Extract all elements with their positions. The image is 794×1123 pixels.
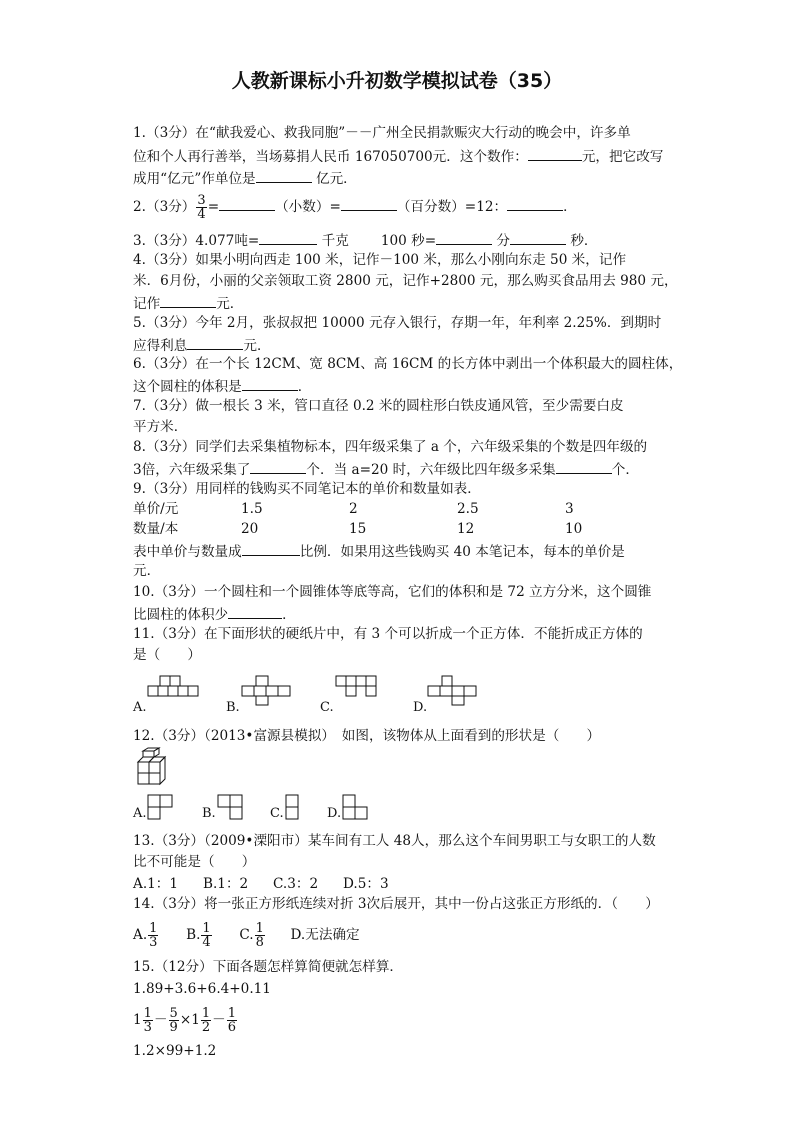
q11-option-c-label[interactable]: C. [320,700,334,715]
q5-line1: 5.（3分）今年 2月，张叔叔把 10000 元存入银行，存期一年，年利率 2.25%．到期时 [133,315,662,331]
q15-line1: 15.（12分）下面各题怎样算简便就怎样算． [133,959,404,975]
q9-price-cell: 3 [565,501,574,517]
q2-blank3[interactable] [507,196,563,211]
q8-line1: 8.（3分）同学们去采集植物标本，四年级采集了 a 个，六年级采集的个数是四年级的 [133,439,648,455]
q4-line1: 4.（3分）如果小明向西走 100 米，记作－100 米，那么小刚向东走 50 米，记作 [133,252,627,268]
q9-qty-cell: 12 [457,521,475,537]
q13-line1: 13.（3分）（2009•溧阳市）某车间有工人 48人，那么这个车间男职工与女职工的人数 [133,833,656,849]
q1-line3: 成用“亿元”作单位是 亿元． [133,168,357,188]
q1-line1: 1.（3分）在“献我爱心、救我同胞”－－广州全民捐款赈灾大行动的晚会中，许多单 [133,125,631,141]
q13-option-a[interactable]: A.1：1 [133,876,179,892]
q9-line4: 表中单价与数量成 比例．如果用这些钱购买 40 本笔记本，每本的单价是 [133,541,625,561]
q11-line1: 11.（3分）在下面形状的硬纸片中，有 3 个可以折成一个正方体．不能折成正方体的 [133,626,643,642]
q15-expression-3: 1.2×99+1.2 [133,1043,217,1059]
q3-line: 3.（3分）4.077吨= 千克 100 秒= 分 秒． [133,230,598,250]
q14-option-a[interactable]: A. $\frac{1}{3}$ [133,921,158,950]
q11-option-d-label[interactable]: D. [413,700,428,715]
q4-blank[interactable] [160,293,216,308]
q7-line1: 7.（3分）做一根长 3 米，管口直径 0.2 米的圆柱形白铁皮通风管，至少需要白皮 [133,398,624,414]
q13-line2: 比不可能是（ ） [133,854,256,870]
q12-line1: 12.（3分）（2013•富源县模拟） 如图，该物体从上面看到的形状是（ ） [133,728,601,744]
q14-line1: 14.（3分）将一张正方形纸连续对折 3次后展开，其中一份占这张正方形纸的．（ ） [133,896,659,912]
q9-line1: 9.（3分）用同样的钱购买不同笔记本的单价和数量如表． [133,481,481,497]
q2-fraction: $\frac{3}{4}$ [197,193,206,222]
q9-price-cell: 2 [349,501,358,517]
q6-line2: 这个圆柱的体积是 ． [133,376,311,396]
q9-line5: 元． [133,563,161,579]
q9-qty-cell: 20 [241,521,259,537]
q14-option-d[interactable]: D.无法确定 [290,927,360,943]
q13-option-d[interactable]: D.5：3 [343,876,389,892]
q4-line2: 米．6月份，小丽的父亲领取工资 2800 元，记作+2800 元，那么购买食品用去 980 元， [133,273,678,289]
q12-cube-stack-figure [133,748,173,786]
page-title: 人教新课标小升初数学模拟试卷（35） [231,70,563,92]
q12-view-a-figure [148,795,178,821]
q1-blank1[interactable] [528,146,582,161]
q3-blank2[interactable] [436,230,492,245]
q10-blank[interactable] [228,604,282,619]
q9-price-cell: 1.5 [241,501,263,517]
q2-blank2[interactable] [341,196,397,211]
q11-option-b-label[interactable]: B. [226,700,240,715]
q11-net-a-figure [148,676,202,706]
q12-view-c-figure [286,795,306,821]
q12-option-d-label[interactable]: D. [327,806,342,821]
q8-line2: 3倍，六年级采集了 个．当 a=20 时，六年级比四年级多采集 个． [133,459,639,479]
q5-blank[interactable] [187,335,243,350]
q2-blank1[interactable] [219,196,275,211]
q9-qty-cell: 10 [565,521,583,537]
q11-net-d-figure [428,676,482,706]
q11-net-c-figure [336,676,390,706]
q9-row1-label: 单价/元 [133,501,179,517]
q13-option-b[interactable]: B.1：2 [203,876,249,892]
q6-blank[interactable] [242,376,298,391]
q11-option-a-label[interactable]: A. [133,700,147,715]
q9-qty-cell: 15 [349,521,367,537]
q9-price-cell: 2.5 [457,501,479,517]
q2-line: 2.（3分） $\frac{3}{4}$ = （小数）= （百分数）=12： ． [133,193,577,222]
q1-blank2[interactable] [256,168,312,183]
q3-blank1[interactable] [259,230,317,245]
q6-line1: 6.（3分）在一个长 12CM、宽 8CM、高 16CM 的长方体中剥出一个体积最大的圆柱体， [133,356,683,372]
q3-blank3[interactable] [510,230,566,245]
q15-expression-1: 1.89+3.6+6.4+0.11 [133,981,271,997]
q9-row2-label: 数量/本 [133,521,179,537]
q14-options [133,922,360,949]
q4-line3: 记作 元． [133,293,243,313]
q8-blank2[interactable] [556,459,612,474]
q10-line1: 10.（3分）一个圆柱和一个圆锥体等底等高，它们的体积和是 72 立方分米，这个圆锥 [133,584,652,600]
q9-blank[interactable] [242,541,300,556]
q14-option-c[interactable]: C. $\frac{1}{8}$ [239,921,264,950]
q7-line2: 平方米． [133,419,188,435]
q14-option-b[interactable]: B. $\frac{1}{4}$ [186,921,211,950]
q15-expression-2: 1 $\frac{1}{3}$ － $\frac{5}{9}$ ×1 $\frac{1}{2}$ － $\frac{1}{6}$ [133,1006,237,1035]
q12-view-b-figure [218,795,248,821]
q1-line2: 位和个人再行善举，当场募捐人民币 167050700元．这个数作： 元，把它改写 [133,146,663,166]
q11-line2: 是（ ） [133,647,201,663]
q5-line2: 应得利息 元． [133,335,271,355]
q10-line2: 比圆柱的体积少 ． [133,604,296,624]
q12-option-c-label[interactable]: C. [270,806,284,821]
q12-option-a-label[interactable]: A. [133,806,147,821]
q12-option-b-label[interactable]: B. [202,806,216,821]
q11-net-b-figure [242,676,296,706]
q8-blank1[interactable] [250,459,306,474]
q13-option-c[interactable]: C.3：2 [273,876,319,892]
q12-view-d-figure [343,795,373,821]
